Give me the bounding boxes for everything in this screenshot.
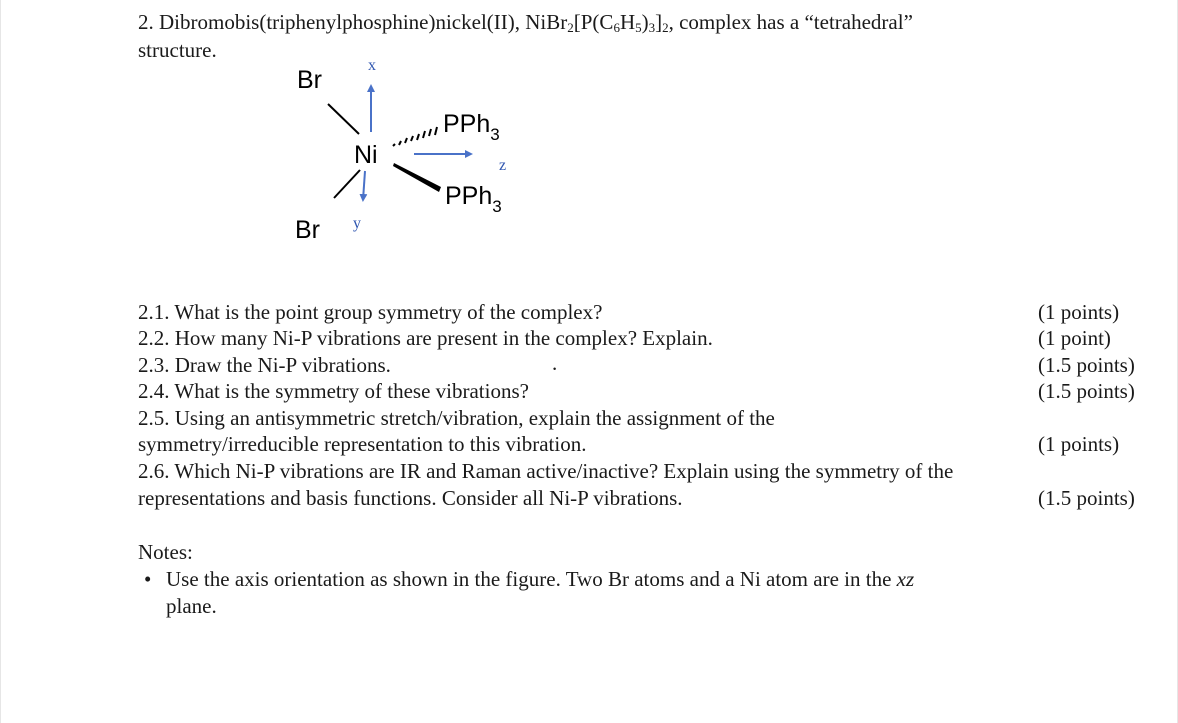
title-line-2: structure. [138,38,217,62]
stray-dot: . [552,351,558,375]
points: (1 points) [1038,432,1120,456]
y-axis-arrow [363,171,365,200]
molecule-figure [281,50,561,260]
points: (1 points) [1038,300,1120,324]
pph3-bottom-label: PPh$_3$ [445,182,502,216]
ni-p-wedge-bond [393,163,441,192]
ni-p-dashed-bond [393,127,437,146]
question-2-5-cont: symmetry/irreducible representation to this vibration. (1 points) [138,432,1120,456]
ni-br-top-bond [328,104,359,134]
question-2-6-cont: representations and basis functions. Consider all Ni-P vibrations. (1.5 points) [138,486,1135,510]
note-text: Use the axis orientation as shown in the figure. Two Br atoms and a Ni atom are in the xz plane. [166,567,915,618]
problem-title: 2. Dibromobis(triphenylphosphine)nickel(II), $NiBr_2[P(C_6H_5)_3]_2$, complex has a “tetrahedral” structure. [138,10,913,62]
question-2-3: 2.3. Draw the Ni-P vibrations. . (1.5 points) [138,351,1135,377]
points: (1.5 points) [1038,379,1135,403]
points: (1 point) [1038,326,1111,350]
br-top-label: Br [297,66,322,94]
ni-label: Ni [354,141,378,169]
ni-br-bottom-bond [334,170,360,198]
notes-heading: Notes: [138,540,193,564]
y-axis-label: y [353,215,361,232]
question-2-2: 2.2. How many Ni-P vibrations are present in the complex? Explain. (1 point) [138,326,1111,350]
question-2-4: 2.4. What is the symmetry of these vibrations? (1.5 points) [138,379,1135,403]
points: (1.5 points) [1038,486,1135,510]
z-axis-label: z [499,157,507,174]
x-axis-label: x [368,57,376,74]
bullet-icon: • [144,567,152,591]
question-2-1: 2.1. What is the point group symmetry of the complex? (1 points) [138,300,1120,324]
question-2-6: 2.6. Which Ni-P vibrations are IR and Raman active/inactive? Explain using the symmetry of the [138,459,954,483]
pph3-top-label: PPh$_3$ [443,110,500,144]
br-bottom-label: Br [295,216,320,244]
points: (1.5 points) [1038,353,1135,377]
question-2-5: 2.5. Using an antisymmetric stretch/vibration, explain the assignment of the [138,406,775,430]
